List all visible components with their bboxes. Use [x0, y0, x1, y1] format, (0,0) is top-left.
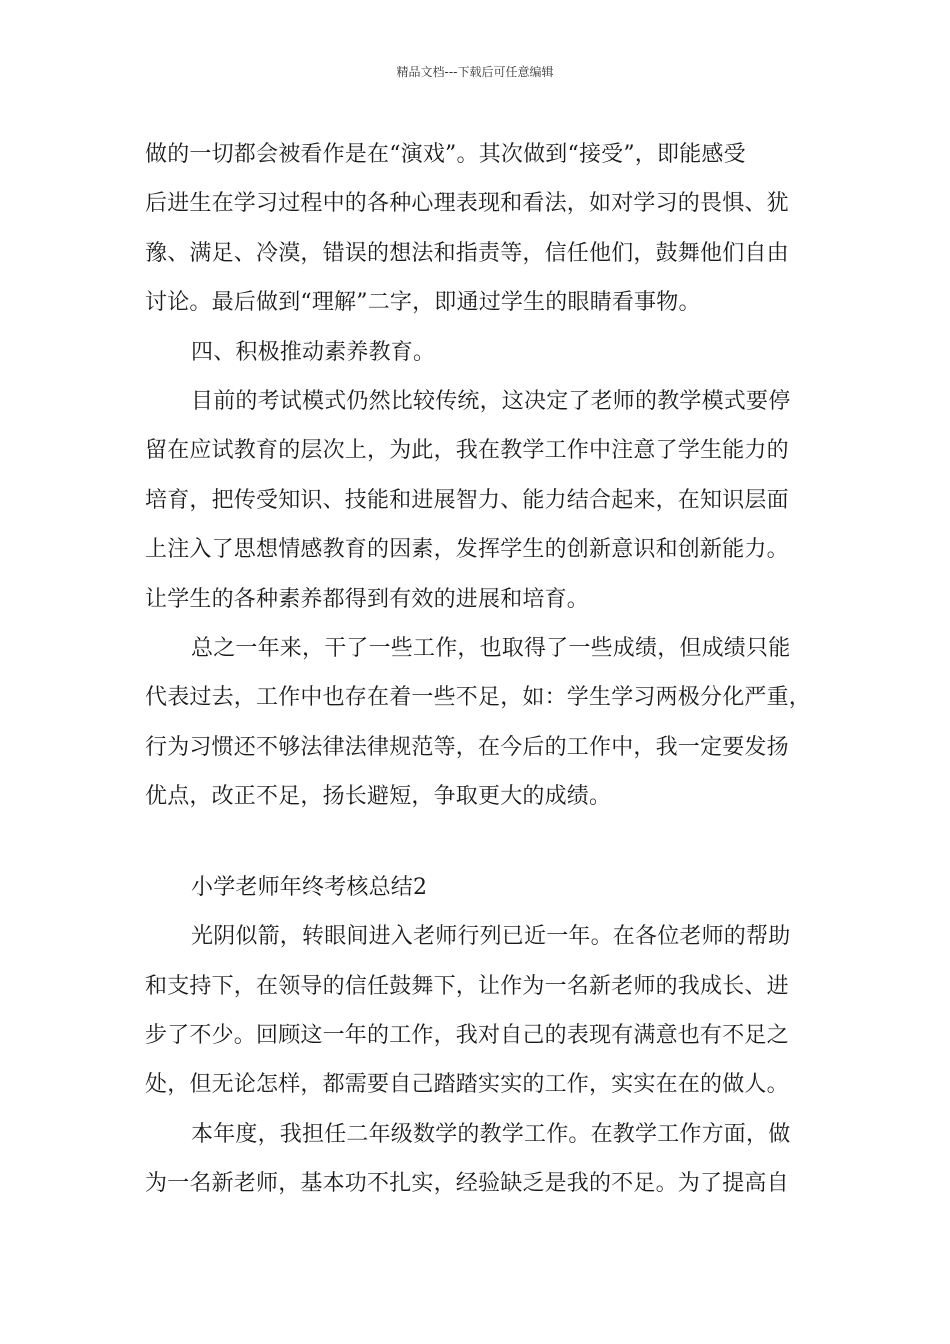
paragraph-line: 行为习惯还不够法律法律规范等，在今后的工作中，我一定要发扬: [145, 734, 789, 760]
paragraph-line: 代表过去，工作中也存在着一些不足，如：学生学习两极分化严重，: [145, 685, 812, 711]
document-body: [145, 130, 825, 1209]
paragraph-line: 豫、满足、冷漠，错误的想法和指责等，信任他们，鼓舞他们自由: [145, 240, 789, 266]
paragraph-line: 步了不少。回顾这一年的工作，我对自己的表现有满意也有不足之: [145, 1022, 789, 1048]
paragraph-line: 培育，把传受知识、技能和进展智力、能力结合起来，在知识层面: [145, 487, 789, 513]
paragraph-line: 上注入了思想情感教育的因素，发挥学生的创新意识和创新能力。: [145, 537, 789, 563]
paragraph-line: 总之一年来，干了一些工作，也取得了一些成绩，但成绩只能: [191, 636, 791, 662]
page-header: 精品文档---下载后可任意编辑: [396, 65, 554, 79]
section-title: 小学老师年终考核总结2: [191, 874, 428, 900]
paragraph-line: 和支持下，在领导的信任鼓舞下，让作为一名新老师的我成长、进: [145, 973, 789, 999]
paragraph-line: 光阴似箭，转眼间进入老师行列已近一年。在各位老师的帮助: [191, 924, 791, 950]
paragraph-line: 为一名新老师，基本功不扎实，经验缺乏是我的不足。为了提高自: [145, 1171, 789, 1197]
paragraph-line: 处，但无论怎样，都需要自己踏踏实实的工作，实实在在的做人。: [145, 1072, 789, 1098]
paragraph-line: 本年度，我担任二年级数学的教学工作。在教学工作方面，做: [191, 1121, 791, 1147]
paragraph-line: 优点，改正不足，扬长避短，争取更大的成绩。: [145, 784, 612, 810]
section-heading: 四、积极推动素养教育。: [191, 339, 436, 365]
paragraph-line: 讨论。最后做到“理解”二字，即通过学生的眼睛看事物。: [145, 290, 701, 316]
paragraph-line: 让学生的各种素养都得到有效的进展和培育。: [145, 586, 590, 612]
paragraph-line: 留在应试教育的层次上，为此，我在教学工作中注意了学生能力的: [145, 438, 789, 464]
paragraph-line: 做的一切都会被看作是在“演戏”。其次做到“接受”，即能感受: [145, 142, 746, 167]
paragraph-line: 目前的考试模式仍然比较传统，这决定了老师的教学模式要停: [191, 389, 791, 415]
paragraph-line: 后进生在学习过程中的各种心理表现和看法，如对学习的畏惧、犹: [145, 191, 789, 217]
section-gap: [145, 822, 825, 863]
